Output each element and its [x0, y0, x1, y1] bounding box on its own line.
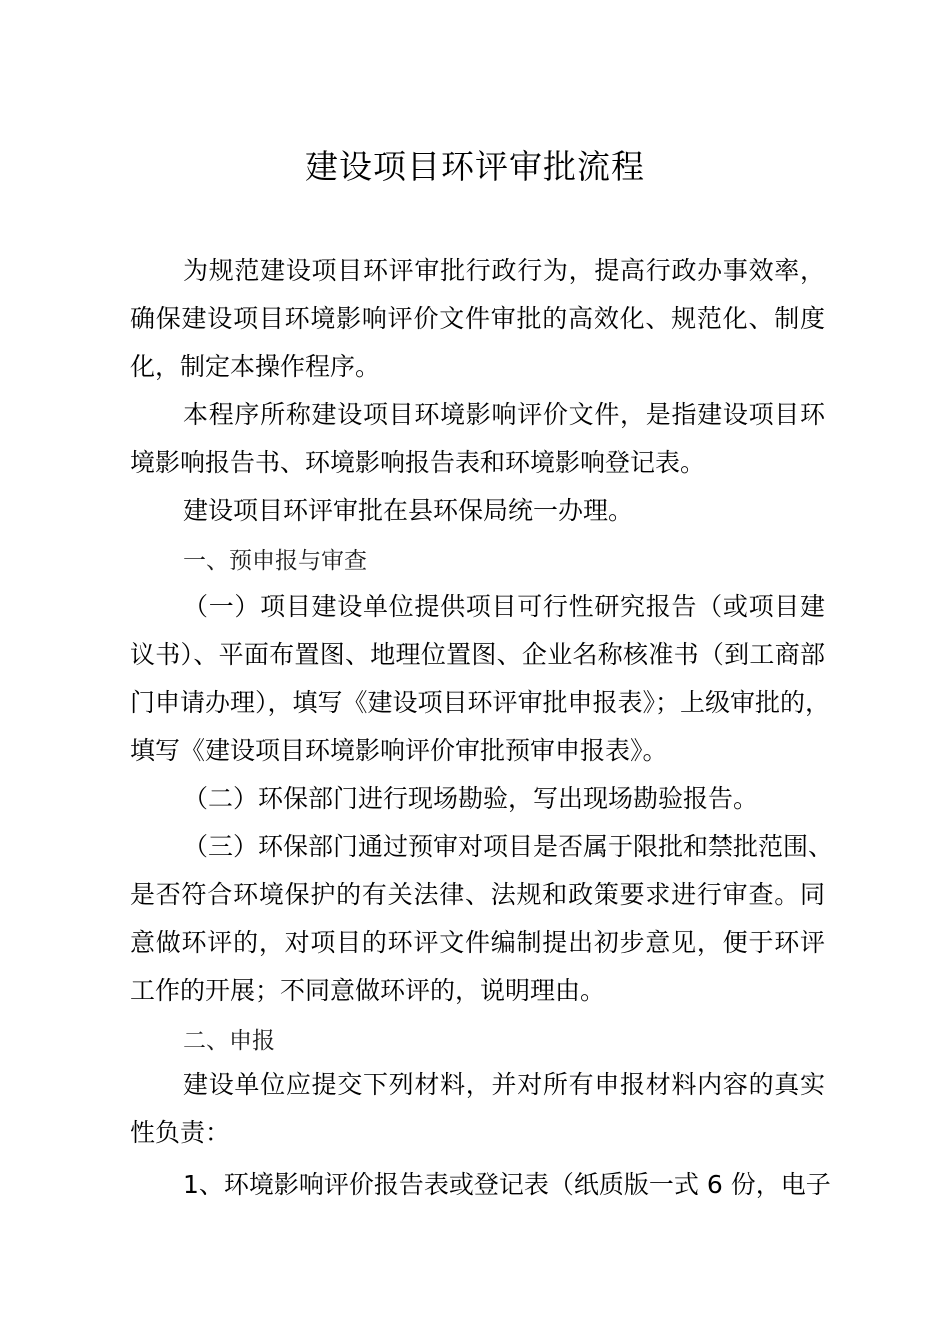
item-line: （三）环保部门通过预审对项目是否属于限批和禁批范围、	[183, 832, 834, 861]
document-title: 建设项目环评审批流程	[305, 147, 645, 186]
paragraph-line: 建设项目环评审批在县环保局统一办理。	[183, 496, 634, 525]
item-line: 是否符合环境保护的有关法律、法规和政策要求进行审查。同	[130, 880, 825, 909]
item-line: 意做环评的，对项目的环评文件编制提出初步意见，便于环评	[130, 928, 825, 957]
item-line: 议书）、平面布置图、地理位置图、企业名称核准书（到工商部	[130, 640, 825, 669]
section-heading: 一、预申报与审查	[183, 548, 367, 574]
list-item-line: 1、环境影响评价报告表或登记表（纸质版一式 6 份，电子	[183, 1170, 831, 1199]
item-line: 门申请办理），填写《建设项目环评审批申报表》；上级审批的，	[130, 688, 831, 717]
paragraph-line: 化，制定本操作程序。	[130, 352, 381, 381]
item-line: 填写《建设项目环境影响评价审批预审申报表》。	[130, 736, 668, 765]
item-line: 工作的开展；不同意做环评的，说明理由。	[130, 976, 606, 1005]
section-heading: 二、申报	[183, 1028, 275, 1054]
paragraph-line: 建设单位应提交下列材料，并对所有申报材料内容的真实	[183, 1070, 825, 1099]
item-line: （二）环保部门进行现场勘验，写出现场勘验报告。	[183, 784, 759, 813]
paragraph-line: 境影响报告书、环境影响报告表和环境影响登记表。	[130, 448, 706, 477]
paragraph-line: 本程序所称建设项目环境影响评价文件，是指建设项目环	[183, 400, 825, 429]
paragraph-line: 为规范建设项目环评审批行政行为，提高行政办事效率，	[183, 256, 825, 285]
paragraph-line: 确保建设项目环境影响评价文件审批的高效化、规范化、制度	[130, 304, 825, 333]
paragraph-line: 性负责：	[130, 1118, 231, 1147]
item-line: （一）项目建设单位提供项目可行性研究报告（或项目建	[183, 592, 825, 621]
